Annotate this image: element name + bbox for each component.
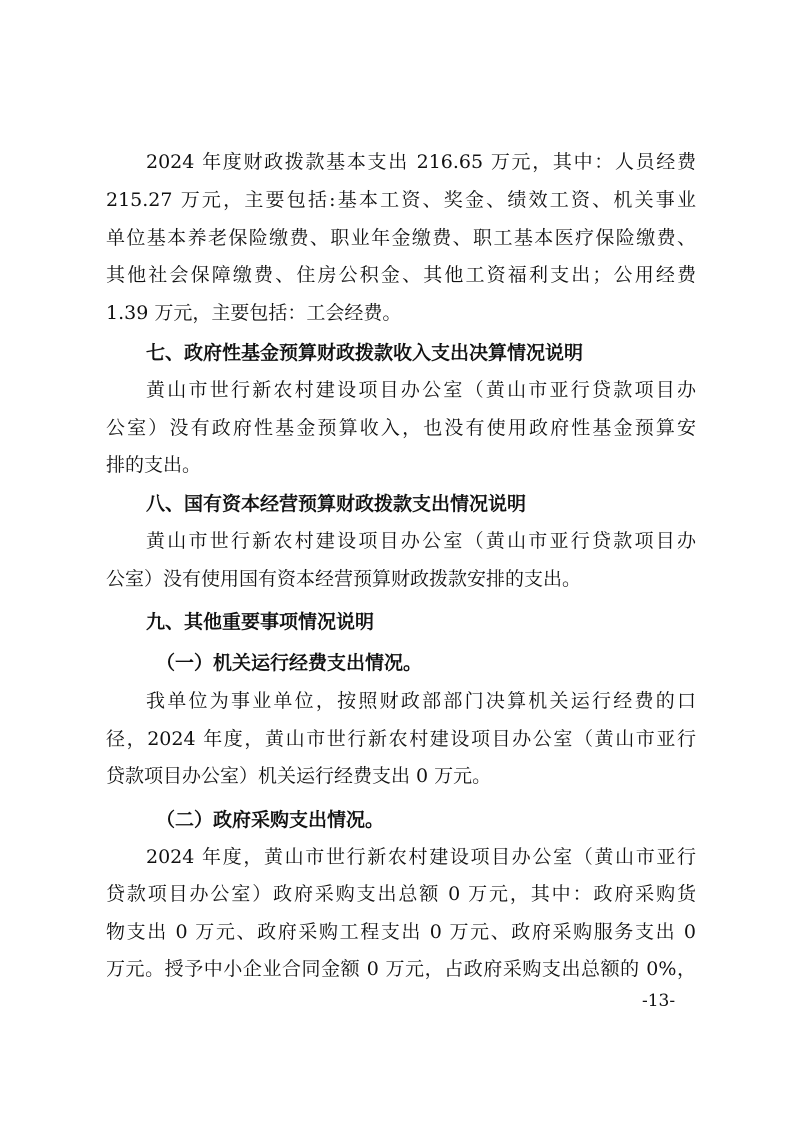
paragraph-line: 黄山市世行新农村建设项目办公室（黄山市亚行贷款项目办 [146, 379, 696, 401]
paragraph-line: 其他社会保障缴费、住房公积金、其他工资福利支出；公用经费 [106, 264, 696, 286]
section-heading-7: 七、政府性基金预算财政拨款收入支出决算情况说明 [146, 342, 584, 364]
paragraph-line: 1.39 万元，主要包括：工会经费。 [106, 302, 402, 324]
paragraph-line: 单位基本养老保险缴费、职业年金缴费、职工基本医疗保险缴费、 [106, 227, 696, 249]
paragraph-line: 物支出 0 万元、政府采购工程支出 0 万元、政府采购服务支出 0 [106, 921, 696, 943]
paragraph-line: 2024 年度财政拨款基本支出 216.65 万元，其中：人员经费 [146, 151, 696, 173]
paragraph-line: 公室）没有政府性基金预算收入，也没有使用政府性基金预算安 [106, 417, 696, 439]
section-heading-8: 八、国有资本经营预算财政拨款支出情况说明 [146, 493, 527, 515]
subsection-heading-9-1: （一）机关运行经费支出情况。 [156, 652, 423, 674]
paragraph-line: 排的支出。 [106, 454, 202, 476]
paragraph-line: 我单位为事业单位，按照财政部部门决算机关运行经费的口 [146, 690, 696, 712]
paragraph-line: 径，2024 年度，黄山市世行新农村建设项目办公室（黄山市亚行 [106, 728, 696, 750]
section-heading-9: 九、其他重要事项情况说明 [146, 611, 375, 633]
paragraph-line: 万元。授予中小企业合同金额 0 万元，占政府采购支出总额的 0%， [106, 958, 696, 980]
paragraph-line: 公室）没有使用国有资本经营预算财政拨款安排的支出。 [106, 568, 582, 590]
paragraph-line: 黄山市世行新农村建设项目办公室（黄山市亚行贷款项目办 [146, 530, 696, 552]
subsection-heading-9-2: （二）政府采购支出情况。 [156, 809, 385, 831]
page-number: -13- [642, 991, 676, 1011]
paragraph-line: 贷款项目办公室）政府采购支出总额 0 万元，其中：政府采购货 [106, 883, 696, 905]
paragraph-line: 2024 年度，黄山市世行新农村建设项目办公室（黄山市亚行 [146, 846, 696, 868]
paragraph-line: 215.27 万元，主要包括:基本工资、奖金、绩效工资、机关事业 [106, 189, 696, 211]
paragraph-line: 贷款项目办公室）机关运行经费支出 0 万元。 [106, 765, 492, 787]
